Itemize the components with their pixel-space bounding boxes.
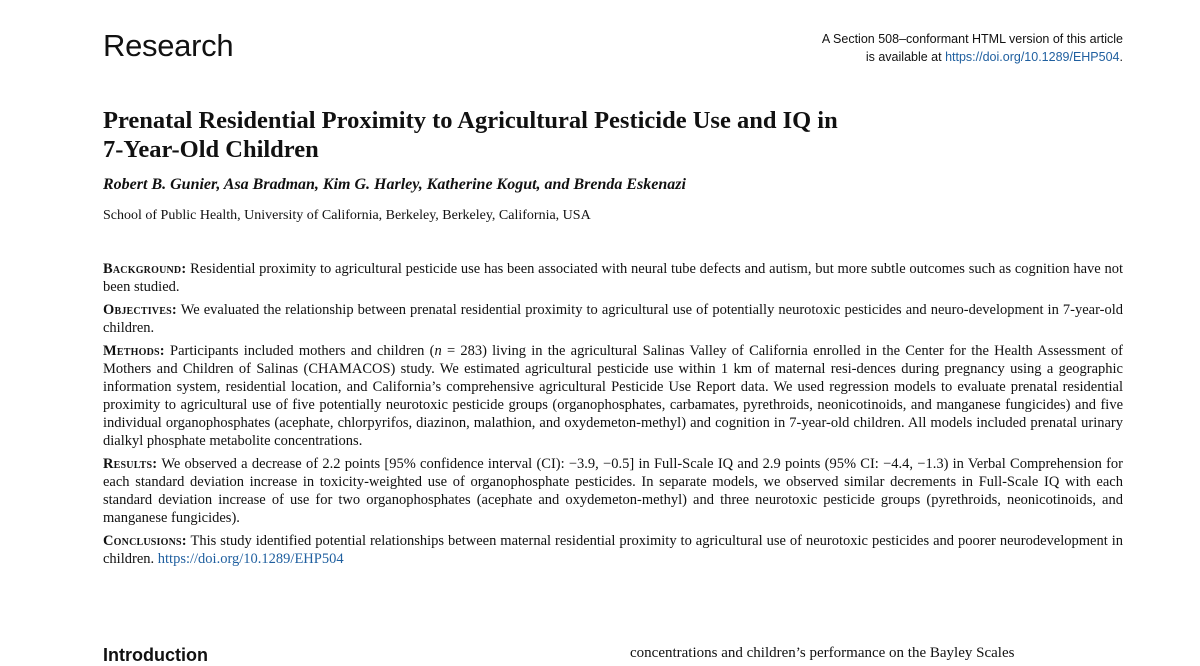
article-title-line2: 7-Year-Old Children	[103, 136, 319, 163]
introduction-heading: Introduction	[103, 645, 208, 665]
abstract	[103, 260, 1123, 573]
html-version-note-line2: is available at https://doi.org/10.1289/EHP504.	[865, 50, 1123, 64]
right-column-text: concentrations and children’s performance on the Bayley Scales	[630, 645, 1015, 661]
results-label: Results:	[103, 456, 158, 472]
article-title	[103, 106, 1003, 164]
objectives-label: Objectives:	[103, 302, 177, 318]
abstract-results: Results: We observed a decrease of 2.2 points [95% confidence interval (CI): −3.9, −0.5] in Full-Scale IQ and 2.9 points (95% CI: −4.4, −1.3) in Verbal Comprehension for each standard deviation increase in toxicity-weighted use of organophosphate pesticides. In separate models, we observed similar decrements in Full-Scale IQ with each standard deviation increase of use for two organophosphates (acephate and oxydemeton-methyl) and three neurotoxic pesticide groups (pyrethroids, neonicotinoids, and manganese fungicides).	[103, 456, 1123, 526]
background-label: Background:	[103, 261, 187, 277]
abstract-conclusions: Conclusions: This study identified potential relationships between maternal residential proximity to agricultural use of neurotoxic pesticides and poorer neurodevelopment in children. https://doi.org/10.1289/EHP504	[103, 533, 1123, 567]
abstract-objectives: Objectives: We evaluated the relationship between prenatal residential proximity to agricultural use of potentially neurotoxic pesticides and neuro-development in 7-year-old children.	[103, 302, 1123, 336]
author-list: Robert B. Gunier, Asa Bradman, Kim G. Harley, Katherine Kogut, and Brenda Eskenazi	[103, 176, 686, 193]
html-version-note-line1: A Section 508–conformant HTML version of this article	[821, 32, 1123, 46]
html-version-note	[703, 30, 1123, 66]
abstract-methods: Methods: Participants included mothers and children (n = 283) living in the agricultural Salinas Valley of California enrolled in the Center for the Health Assessment of Mothers and Children of Salinas (CHAMACOS) study. We estimated agricultural pesticide use within 1 km of maternal resi-dences during pregnancy using a geographic information system, residential location, and California’s comprehensive agricultural Pesticide Use Report data. We used regression models to evaluate prenatal residential proximity to agricultural use of five potentially neurotoxic pesticide groups (organophosphates, carbamates, pyrethroids, neonicotinoids, and manganese fungicides) and five individual organophosphates (acephate, chlorpyrifos, diazinon, malathion, and oxydemeton-methyl) and cognition in 7-year-old children. All models included prenatal urinary dialkyl phosphate metabolite concentrations.	[103, 343, 1123, 449]
html-version-doi-link[interactable]: https://doi.org/10.1289/EHP504	[945, 50, 1120, 64]
affiliation: School of Public Health, University of California, Berkeley, Berkeley, California, USA	[103, 208, 591, 223]
article-title-line1: Prenatal Residential Proximity to Agricultural Pesticide Use and IQ in	[103, 107, 838, 134]
conclusions-label: Conclusions:	[103, 533, 187, 549]
abstract-doi-link[interactable]: https://doi.org/10.1289/EHP504	[157, 551, 344, 567]
abstract-background: Background: Residential proximity to agricultural pesticide use has been associated with neural tube defects and autism, but more subtle outcomes such as cognition have not been studied.	[103, 261, 1123, 295]
methods-label: Methods:	[103, 343, 165, 359]
section-label: Research	[103, 28, 234, 63]
